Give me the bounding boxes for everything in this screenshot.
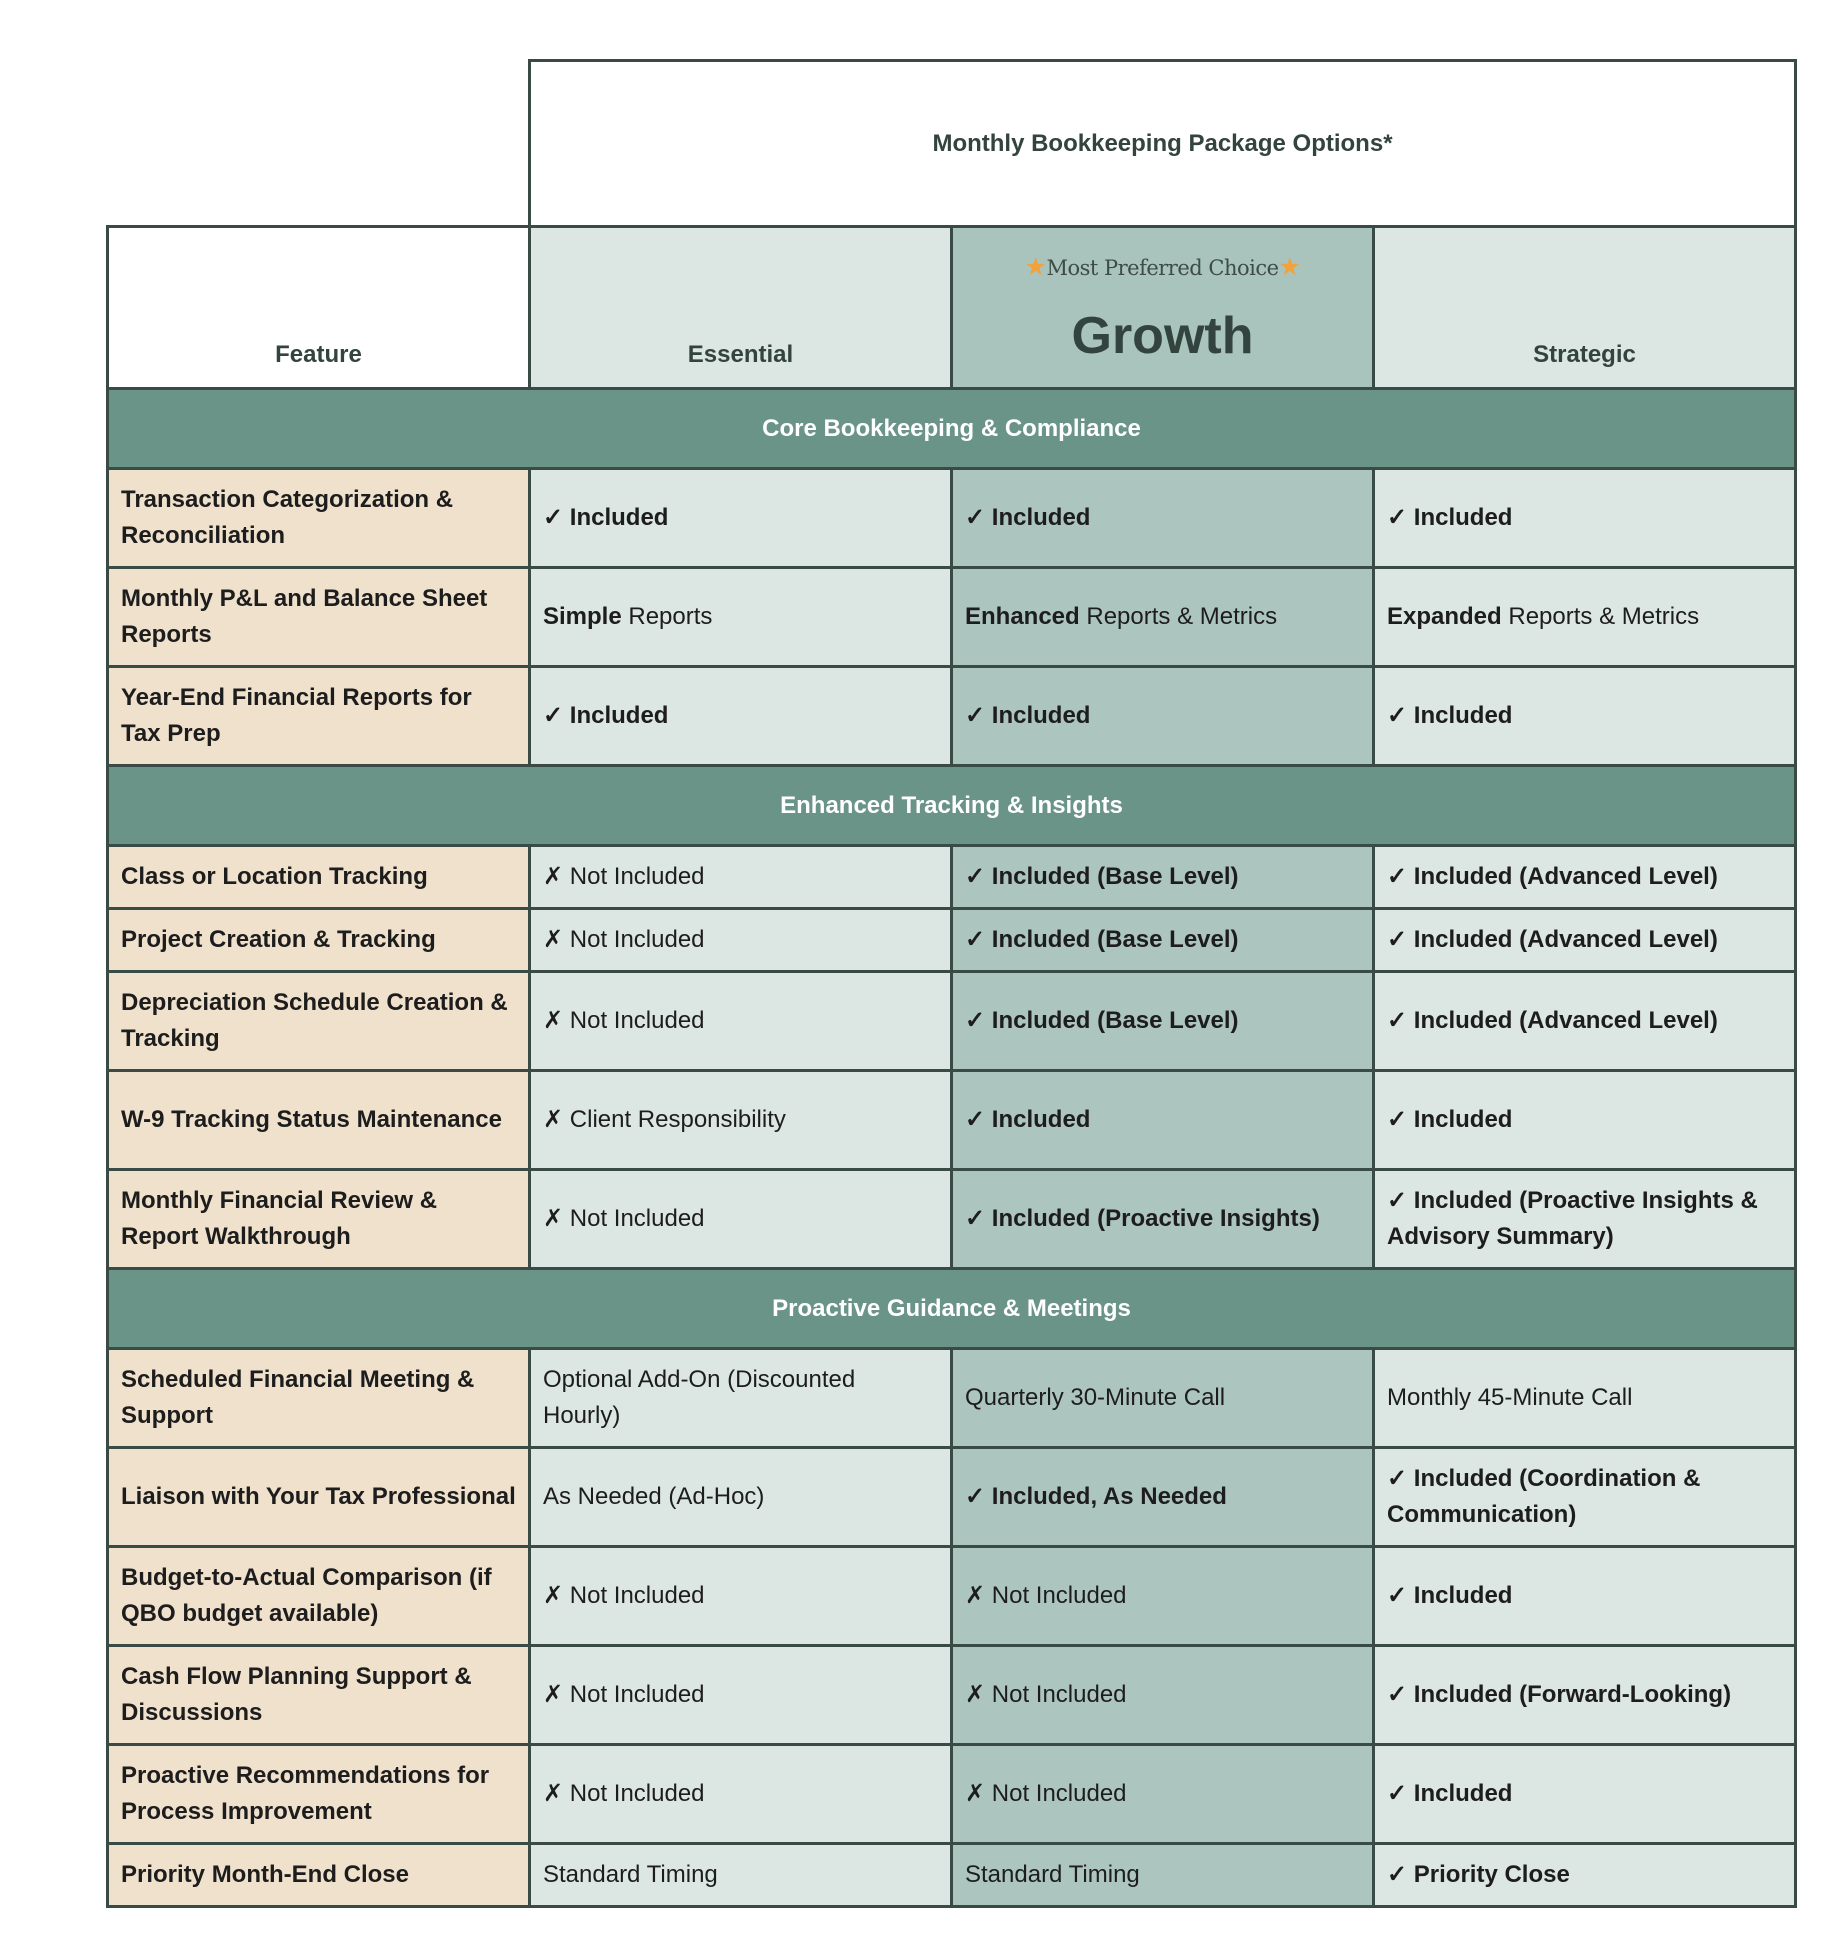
strategic-value [1374, 1547, 1796, 1646]
logo-cell [108, 61, 530, 227]
growth-value-text: Quarterly 30-Minute Call [965, 1384, 1226, 1411]
strategic-value [1374, 1071, 1796, 1170]
strategic-value [1374, 1646, 1796, 1745]
strategic-value [1374, 568, 1796, 667]
table-row [108, 1844, 1796, 1907]
growth-value-text: ✗ Not Included [965, 1582, 1127, 1609]
essential-value [530, 1745, 952, 1844]
table-row [108, 1448, 1796, 1547]
essential-value [530, 846, 952, 909]
essential-value-text: Optional Add-On (Discounted Hourly) [543, 1366, 856, 1429]
feature-name: Monthly Financial Review & Report Walkthrough [108, 1170, 530, 1269]
page-title: Monthly Bookkeeping Package Options* [530, 61, 1796, 227]
strategic-value [1374, 972, 1796, 1071]
table-row [108, 568, 1796, 667]
growth-value [952, 568, 1374, 667]
strategic-value [1374, 846, 1796, 909]
growth-value [952, 846, 1374, 909]
growth-value-emphasis: ✓ Included (Base Level) [965, 863, 1239, 890]
strategic-value [1374, 909, 1796, 972]
feature-name: W-9 Tracking Status Maintenance [108, 1071, 530, 1170]
growth-value-emphasis: ✓ Included, As Needed [965, 1483, 1227, 1510]
table-row [108, 909, 1796, 972]
growth-value-emphasis: Enhanced [965, 603, 1080, 630]
table-row [108, 846, 1796, 909]
strategic-value-text: Reports & Metrics [1501, 603, 1700, 630]
strategic-value-emphasis: Expanded [1387, 603, 1502, 630]
growth-value-emphasis: ✓ Included (Proactive Insights) [965, 1205, 1320, 1232]
growth-value [952, 1745, 1374, 1844]
essential-value-emphasis: Simple [543, 603, 622, 630]
strategic-value-emphasis: ✓ Included [1387, 1582, 1513, 1609]
table-row [108, 667, 1796, 766]
feature-name: Priority Month-End Close [108, 1844, 530, 1907]
growth-value-emphasis: ✓ Included [965, 702, 1091, 729]
essential-value-emphasis: ✓ Included [543, 504, 669, 531]
table-row [108, 972, 1796, 1071]
strategic-value-emphasis: ✓ Included (Forward-Looking) [1387, 1681, 1732, 1708]
growth-value-text: Reports & Metrics [1079, 603, 1278, 630]
strategic-value-emphasis: ✓ Included [1387, 504, 1513, 531]
feature-name: Budget-to-Actual Comparison (if QBO budget available) [108, 1547, 530, 1646]
most-preferred-badge [965, 248, 1360, 286]
growth-value-emphasis: ✓ Included [965, 504, 1091, 531]
strategic-value [1374, 667, 1796, 766]
essential-value-text: ✗ Not Included [543, 1007, 705, 1034]
essential-value [530, 568, 952, 667]
feature-name: Scheduled Financial Meeting & Support [108, 1349, 530, 1448]
section-header: Core Bookkeeping & Compliance [108, 389, 1796, 469]
essential-value-text: ✗ Not Included [543, 1582, 705, 1609]
essential-value [530, 1170, 952, 1269]
feature-name: Monthly P&L and Balance Sheet Reports [108, 568, 530, 667]
strategic-value [1374, 1349, 1796, 1448]
section-header: Enhanced Tracking & Insights [108, 766, 1796, 846]
essential-value-text: ✗ Client Responsibility [543, 1106, 786, 1133]
growth-value [952, 1547, 1374, 1646]
strategic-value-emphasis: ✓ Included [1387, 702, 1513, 729]
growth-value [952, 1349, 1374, 1448]
feature-name: Class or Location Tracking [108, 846, 530, 909]
strategic-value-emphasis: ✓ Included [1387, 1106, 1513, 1133]
feature-name: Proactive Recommendations for Process Improvement [108, 1745, 530, 1844]
growth-value [952, 469, 1374, 568]
strategic-value-emphasis: ✓ Included (Advanced Level) [1387, 926, 1718, 953]
growth-value [952, 1170, 1374, 1269]
feature-name: Project Creation & Tracking [108, 909, 530, 972]
strategic-value-emphasis: ✓ Included (Coordination & Communication) [1387, 1465, 1701, 1528]
header-essential: Essential [530, 227, 952, 389]
table-row [108, 1170, 1796, 1269]
essential-value-text: ✗ Not Included [543, 1780, 705, 1807]
essential-value [530, 1448, 952, 1547]
table-row [108, 1745, 1796, 1844]
essential-value-text: ✗ Not Included [543, 1681, 705, 1708]
growth-title: Growth [1071, 307, 1254, 365]
growth-value-text: ✗ Not Included [965, 1681, 1127, 1708]
strategic-value-emphasis: ✓ Included (Advanced Level) [1387, 1007, 1718, 1034]
essential-value [530, 1071, 952, 1170]
growth-value [952, 1071, 1374, 1170]
table-row [108, 1547, 1796, 1646]
essential-value [530, 1349, 952, 1448]
strategic-value [1374, 1170, 1796, 1269]
growth-value-text: Standard Timing [965, 1861, 1140, 1888]
essential-value [530, 1547, 952, 1646]
growth-value [952, 909, 1374, 972]
essential-value [530, 1844, 952, 1907]
section-header: Proactive Guidance & Meetings [108, 1269, 1796, 1349]
table-row [108, 469, 1796, 568]
star-icon: ★ [1024, 251, 1047, 281]
strategic-value-emphasis: ✓ Included (Advanced Level) [1387, 863, 1718, 890]
table-row [108, 1646, 1796, 1745]
growth-value [952, 1646, 1374, 1745]
table-row [108, 1071, 1796, 1170]
essential-value-text: Standard Timing [543, 1861, 718, 1888]
feature-name: Year-End Financial Reports for Tax Prep [108, 667, 530, 766]
growth-value [952, 1448, 1374, 1547]
essential-value [530, 1646, 952, 1745]
growth-value [952, 1844, 1374, 1907]
strategic-value-emphasis: ✓ Included [1387, 1780, 1513, 1807]
essential-value [530, 972, 952, 1071]
header-strategic: Strategic [1374, 227, 1796, 389]
growth-value-emphasis: ✓ Included [965, 1106, 1091, 1133]
essential-value [530, 667, 952, 766]
growth-value [952, 972, 1374, 1071]
package-comparison-table [106, 59, 1797, 1908]
essential-value [530, 469, 952, 568]
strategic-value-text: Monthly 45-Minute Call [1387, 1384, 1633, 1411]
table-row [108, 1349, 1796, 1448]
star-icon: ★ [1278, 251, 1301, 281]
strategic-value [1374, 469, 1796, 568]
most-preferred-label: Most Preferred Choice [1046, 255, 1279, 280]
feature-name: Cash Flow Planning Support & Discussions [108, 1646, 530, 1745]
growth-value [952, 667, 1374, 766]
essential-value-text: As Needed (Ad-Hoc) [543, 1483, 765, 1510]
essential-value-emphasis: ✓ Included [543, 702, 669, 729]
feature-name: Transaction Categorization & Reconciliation [108, 469, 530, 568]
feature-name: Depreciation Schedule Creation & Tracking [108, 972, 530, 1071]
essential-value-text: ✗ Not Included [543, 926, 705, 953]
strategic-value [1374, 1448, 1796, 1547]
growth-value-emphasis: ✓ Included (Base Level) [965, 926, 1239, 953]
header-growth [952, 227, 1374, 389]
growth-value-emphasis: ✓ Included (Base Level) [965, 1007, 1239, 1034]
essential-value [530, 909, 952, 972]
strategic-value-emphasis: ✓ Included (Proactive Insights & Advisory Summary) [1387, 1187, 1758, 1250]
strategic-value [1374, 1745, 1796, 1844]
header-feature: Feature [108, 227, 530, 389]
growth-value-text: ✗ Not Included [965, 1780, 1127, 1807]
essential-value-text: Reports [621, 603, 713, 630]
essential-value-text: ✗ Not Included [543, 1205, 705, 1232]
strategic-value [1374, 1844, 1796, 1907]
strategic-value-emphasis: ✓ Priority Close [1387, 1861, 1570, 1888]
feature-name: Liaison with Your Tax Professional [108, 1448, 530, 1547]
essential-value-text: ✗ Not Included [543, 863, 705, 890]
